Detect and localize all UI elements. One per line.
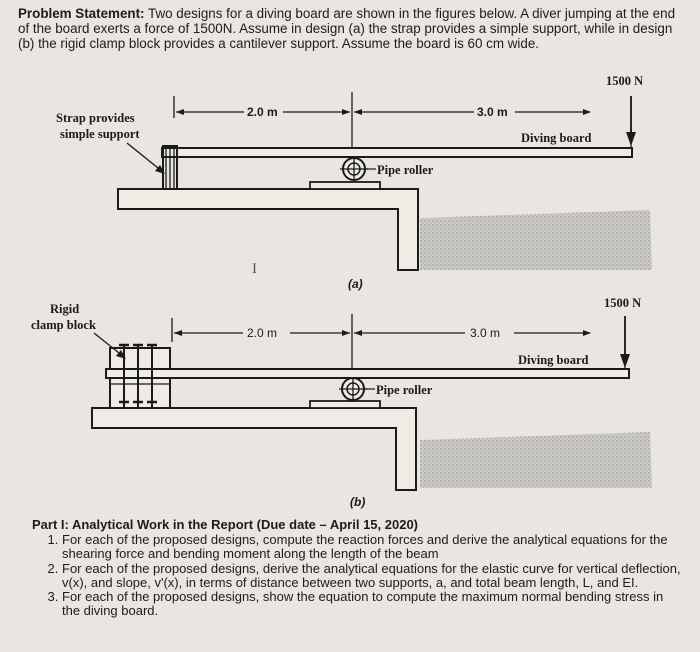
task-list (32, 533, 682, 618)
support-label-a-2: simple support (60, 127, 140, 141)
pipe-roller-a (340, 157, 368, 181)
roller-label-a: Pipe roller (377, 163, 434, 177)
force-arrow-b (620, 316, 630, 368)
force-arrow-a (626, 96, 636, 146)
support-label-b-2: clamp block (31, 318, 96, 332)
pipe-roller-b (339, 377, 367, 401)
caption-a: (a) (348, 277, 363, 291)
support-label-a-1: Strap provides (56, 111, 135, 125)
roller-base-a (310, 182, 380, 189)
force-label-a: 1500 N (606, 74, 644, 88)
dim-right-b: 3.0 m (470, 326, 501, 340)
board-label-b: Diving board (518, 353, 589, 367)
problem-statement: Problem Statement: Two designs for a diving board are shown in the figures below. A diver jumping at the end of the board exerts a force of 1500N. Assume in design (a) the strap provides a simple support, while in design (b) the rigid clamp block provides a cantilever support. Assume the board is 60 cm wide. (18, 6, 676, 51)
water-a (420, 210, 652, 270)
support-label-b-1: Rigid (50, 302, 80, 316)
dim-left-b: 2.0 m (247, 326, 278, 340)
diving-board-a (162, 148, 632, 157)
problem-text: Two designs for a diving board are shown in the figures below. A diver jumping at the end of the board exerts a force of 1500N. Assume in design (a) the strap provides a simple support, while in design (b) the rigid clamp block provides a cantilever support. Assume the board is 60 cm wide. (18, 6, 676, 51)
caption-b: (b) (350, 495, 366, 509)
part-one-section (32, 518, 682, 618)
roller-label-b: Pipe roller (376, 383, 433, 397)
roller-base-b (310, 401, 380, 408)
platform-b (92, 408, 416, 490)
water-b (420, 432, 652, 488)
task-item: 2. For each of the proposed designs, derive the analytical equations for the elastic curve for vertical deflection, v(x), and slope, v'(x), in terms of distance between two supports, a, and total beam length, L, and EI. (62, 562, 682, 590)
support-leader-a (127, 143, 163, 172)
figure-b (31, 296, 652, 509)
part-one-title: Part I: Analytical Work in the Report (Due date – April 15, 2020) (32, 517, 419, 532)
force-label-b: 1500 N (604, 296, 642, 310)
problem-label: Problem Statement (18, 6, 141, 21)
board-label-a: Diving board (521, 131, 592, 145)
dim-right-a: 3.0 m (477, 105, 508, 119)
stray-mark: I (252, 261, 257, 277)
task-item: 1. For each of the proposed designs, compute the reaction forces and derive the analytical equations for the shearing force and bending moment along the length of the beam (62, 533, 682, 561)
platform-a (118, 189, 418, 270)
task-item: 3. For each of the proposed designs, show the equation to compute the maximum normal bending stress in the diving board. (62, 590, 682, 618)
figure-a (56, 74, 652, 291)
dim-left-a: 2.0 m (247, 105, 278, 119)
diving-board-b (106, 369, 629, 378)
